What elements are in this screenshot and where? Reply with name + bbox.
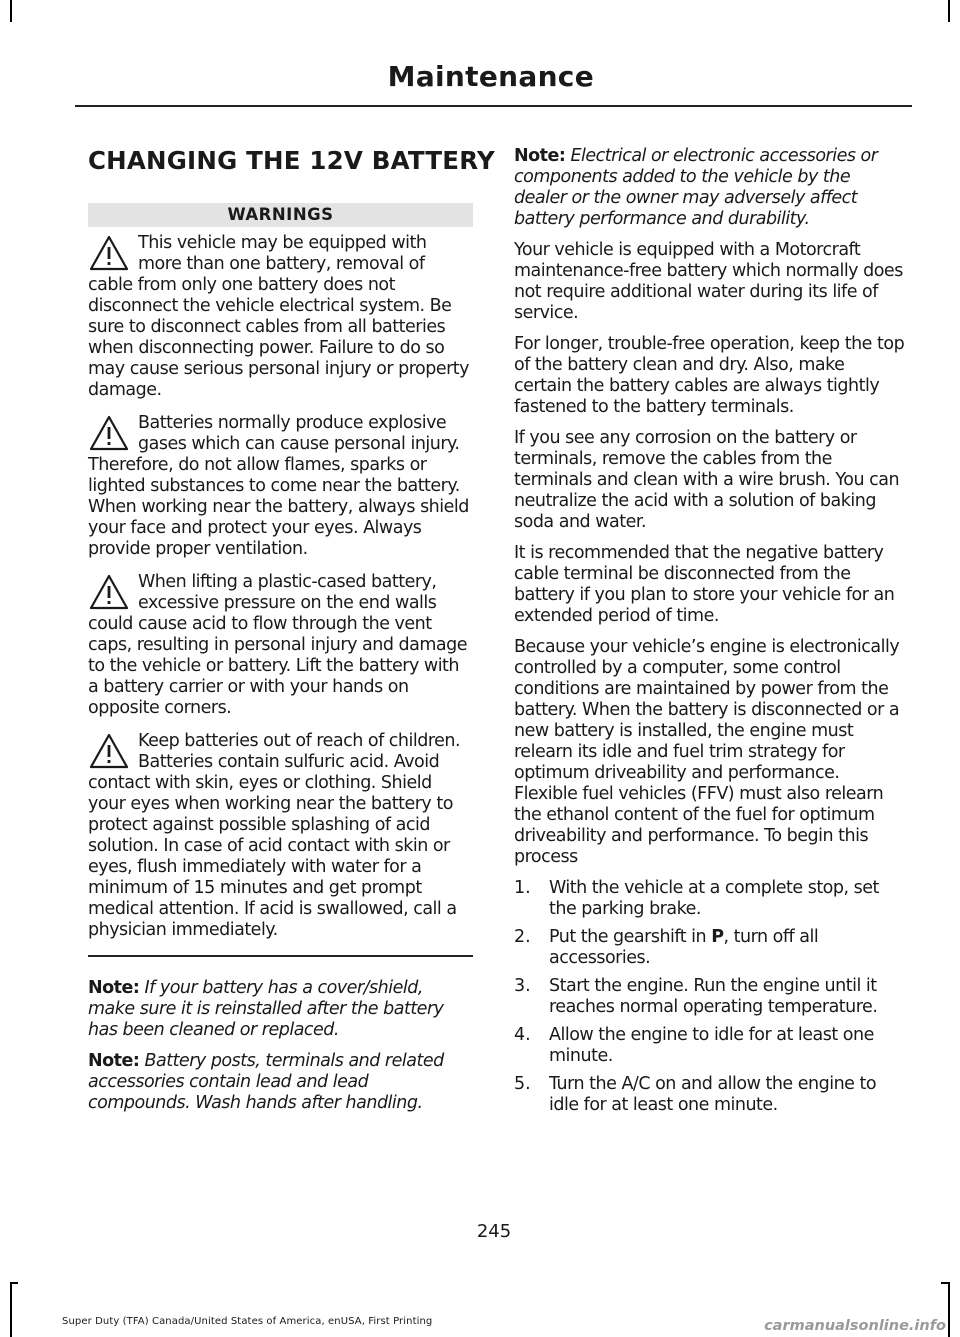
step-number: 1.	[514, 878, 531, 898]
page-number: 245	[476, 1221, 512, 1242]
warning-triangle-icon	[88, 233, 130, 273]
step-text	[549, 927, 906, 969]
warning-text: Keep batteries out of reach of children. Batteries contain sulfuric acid. Avoid contact with skin, eyes or clothing. Shield your eyes when working near the battery to protect against possible splashing of acid solution. In case of acid contact with skin or eyes, flush immediately with water for a minimum of 15 minutes and get prompt medical attention. If acid is swallowed, call a physician immediately.	[88, 731, 461, 940]
paragraph: If you see any corrosion on the battery or terminals, remove the cables from the terminals and clean with a wire brush. You can neutralize the acid with a solution of baking soda and water.	[514, 428, 900, 532]
step-text-post: , turn off all accessories.	[549, 927, 819, 968]
crop-mark-bottom-left-h	[10, 1282, 18, 1284]
list-item	[514, 878, 906, 920]
warning-item	[88, 572, 473, 719]
list-item	[514, 976, 906, 1018]
note	[88, 978, 473, 1041]
left-column	[88, 145, 495, 1124]
step-number: 2.	[514, 927, 531, 947]
warnings-label: WARNINGS	[88, 203, 473, 227]
note-label: Note:	[514, 146, 566, 166]
step-number: 3.	[514, 976, 531, 996]
step-text-pre: Put the gearshift in	[549, 927, 712, 947]
step-text: Turn the A/C on and allow the engine to idle for at least one minute.	[549, 1074, 877, 1115]
warning-text: Batteries normally produce explosive gases which can cause personal injury. Therefore, do not allow flames, sparks or lighted substances to come near the battery. When working near the battery, always shield your face and protect your eyes. Always provide proper ventilation.	[88, 413, 469, 559]
step-text: Start the engine. Run the engine until it reaches normal operating temperature.	[549, 976, 878, 1017]
procedure-steps	[514, 878, 906, 1116]
note-text: Battery posts, terminals and related accessories contain lead and lead compounds. Wash hands after handling.	[88, 1050, 444, 1113]
note	[88, 1051, 473, 1114]
note-text: If your battery has a cover/shield, make sure it is reinstalled after the battery has been cleaned or replaced.	[88, 977, 444, 1040]
warning-text: This vehicle may be equipped with more than one battery, removal of cable from only one battery does not disconnect the vehicle electrical system. Be sure to disconnect cables from all batteries when disconnecting power. Failure to do so may cause serious personal injury or property damage.	[88, 233, 470, 400]
crop-mark-top-left-v	[10, 0, 12, 22]
warning-item	[88, 413, 473, 560]
list-item	[514, 1074, 906, 1116]
step-text: Allow the engine to idle for at least one minute.	[549, 1025, 874, 1066]
paragraph: Your vehicle is equipped with a Motorcraft maintenance-free battery which normally does not require additional water during its life of service.	[514, 240, 903, 323]
list-item	[514, 927, 906, 969]
note-text: Electrical or electronic accessories or components added to the vehicle by the dealer or the owner may adversely affect battery performance and durability.	[514, 146, 878, 229]
warning-triangle-icon	[88, 413, 130, 453]
paragraph: Because your vehicle’s engine is electronically controlled by a computer, some control conditions are maintained by power from the battery. When the battery is disconnected or a new battery is installed, the engine must relearn its idle and fuel trim strategy for optimum driveability and performance. Flexible fuel vehicles (FFV) must also relearn the ethanol content of the fuel for optimum driveability and performance. To begin this process	[514, 637, 900, 867]
warnings-end-rule	[88, 955, 473, 957]
note-label: Note:	[88, 977, 140, 998]
warning-text: When lifting a plastic-cased battery, excessive pressure on the end walls could cause acid to flow through the vent caps, resulting in personal injury and damage to the vehicle or battery. Lift the battery with a battery carrier or with your hands on opposite corners.	[88, 572, 467, 718]
section-title: CHANGING THE 12V BATTERY	[88, 146, 495, 175]
warning-item	[88, 233, 473, 401]
watermark-text: carmanualsonline.info	[764, 1318, 946, 1334]
list-item	[514, 1025, 906, 1067]
crop-mark-bottom-right-v	[948, 1282, 950, 1337]
warning-triangle-icon	[88, 731, 130, 771]
crop-mark-bottom-left-v	[10, 1282, 12, 1337]
paragraph: It is recommended that the negative battery cable terminal be disconnected from the battery if you plan to store your vehicle for an extended period of time.	[514, 543, 895, 626]
step-number: 5.	[514, 1074, 531, 1094]
warning-item	[88, 731, 473, 941]
crop-mark-top-right-v	[948, 0, 950, 22]
step-text-bold: P	[711, 927, 724, 947]
step-text: With the vehicle at a complete stop, set the parking brake.	[549, 878, 879, 919]
crop-mark-bottom-right-h	[941, 1282, 949, 1284]
note	[514, 146, 906, 230]
header-rule	[75, 105, 912, 107]
footer-text: Super Duty (TFA) Canada/United States of America, enUSA, First Printing	[62, 1316, 433, 1327]
page-header-title: Maintenance	[387, 60, 594, 93]
step-number: 4.	[514, 1025, 531, 1045]
warning-triangle-icon	[88, 572, 130, 612]
paragraph: For longer, trouble-free operation, keep the top of the battery clean and dry. Also, make certain the battery cables are always tightly fastened to the battery terminals.	[514, 334, 905, 417]
right-column	[514, 146, 906, 1123]
note-label: Note:	[88, 1050, 140, 1071]
